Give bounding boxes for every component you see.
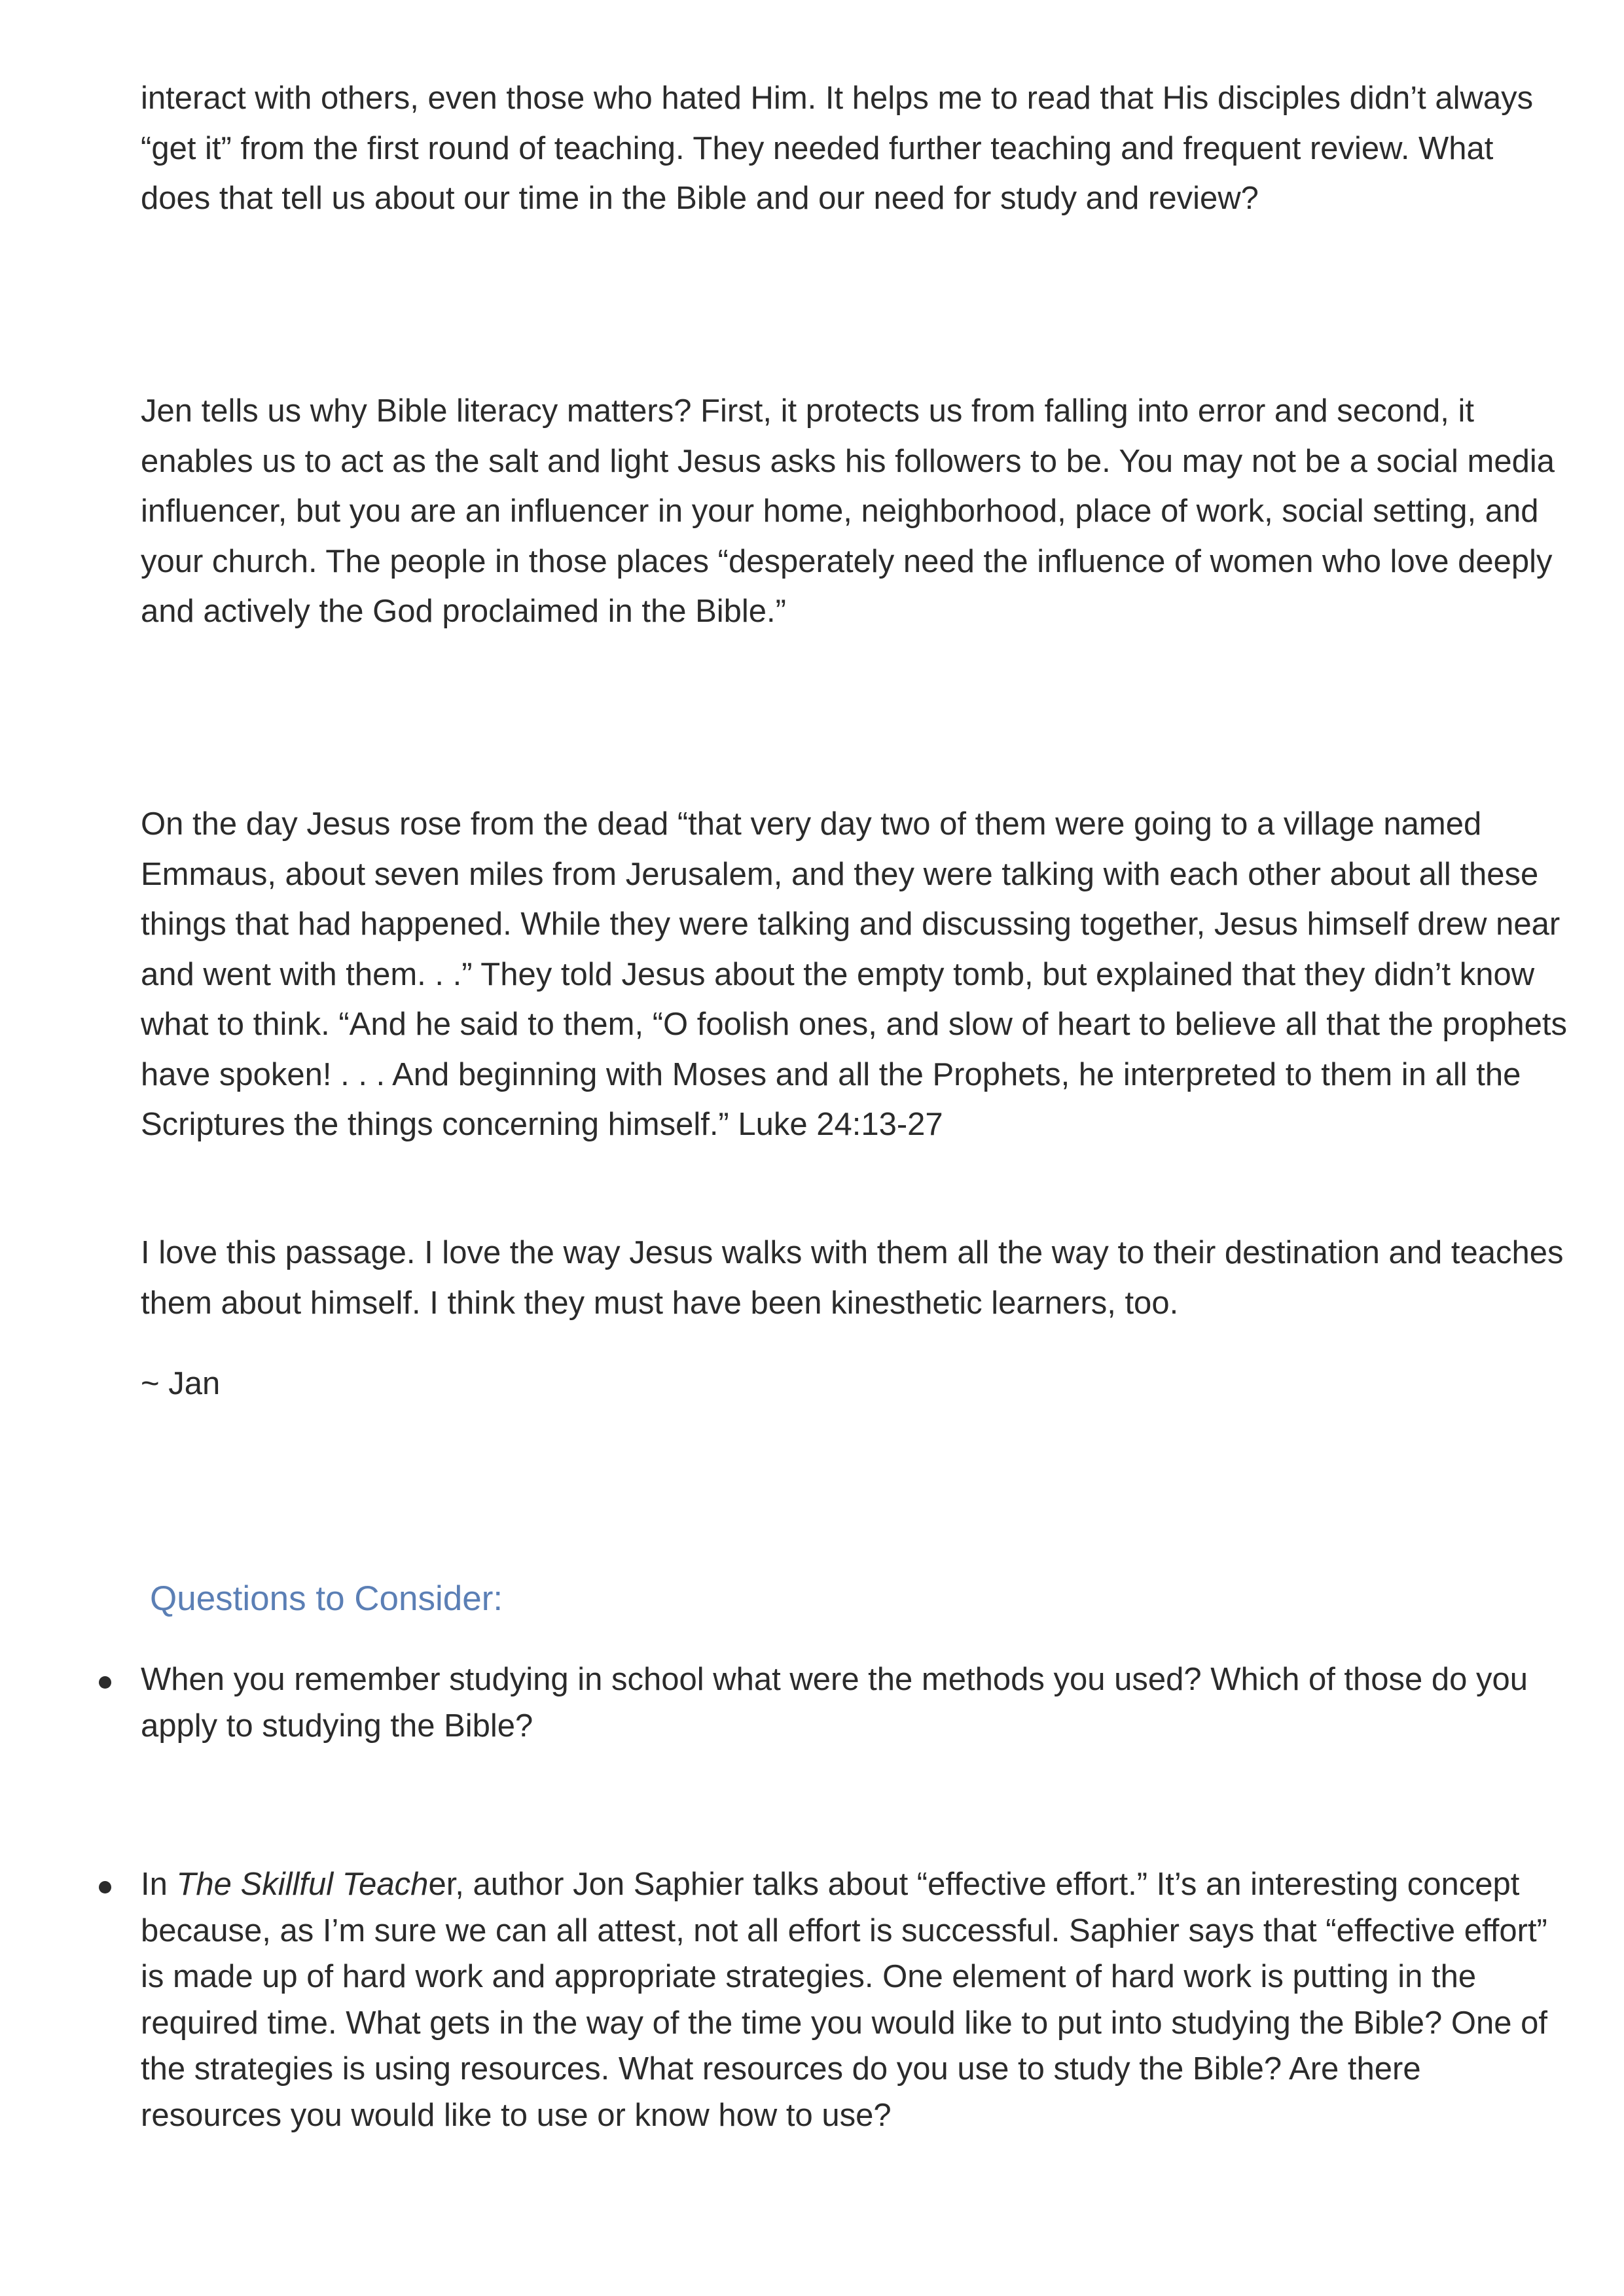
paragraph-love-passage: I love this passage. I love the way Jesus walks with them all the way to their destination and teaches them about himself. I think they must have been kinesthetic learners, too. bbox=[141, 1235, 1564, 1321]
paragraph-review: interact with others, even those who hated Him. It helps me to read that His disciples didn’t always “get it” from the first round of teaching. They needed further teaching and frequent review. What does that tell us about our time in the Bible and our need for study and review? bbox=[141, 81, 1534, 216]
question-item bbox=[141, 1657, 1568, 1749]
paragraph-emmaus: On the day Jesus rose from the dead “that very day two of them were going to a village named Emmaus, about seven miles from Jerusalem, and they were talking with each other about all these things that had happened. While they were talking and discussing together, Jesus himself drew near and went with them. . .” They told Jesus about the empty tomb, but explained that they didn’t know what to think. “And he said to them, “O foolish ones, and slow of heart to believe all that the prophets have spoken! . . . And beginning with Moses and all the Prophets, he interpreted to them in all the Scriptures the things concerning himself.” Luke 24:13-27 bbox=[141, 806, 1568, 1142]
question-text: er, author Jon Saphier talks about “effective effort.” It’s an interesting concept because, as I’m sure we can all attest, not all effort is successful. Saphier says that “effective effort” is made up of hard work and appropriate strategies. One element of hard work is putting in the required time. What gets in the way of the time you would like to put into studying the Bible? One of the strategies is using resources. What resources do you use to study the Bible? Are there resources you would like to use or know how to use? bbox=[141, 1867, 1548, 2133]
book-title: The Skillful Teach bbox=[176, 1867, 429, 1902]
question-item bbox=[141, 1861, 1568, 2138]
signature: ~ Jan bbox=[141, 1366, 221, 1401]
questions-heading: Questions to Consider: bbox=[150, 1579, 503, 1618]
question-prefix: In bbox=[141, 1867, 177, 1902]
paragraph-bible-literacy: Jen tells us why Bible literacy matters? First, it protects us from falling into error and second, it enables us to act as the salt and light Jesus asks his followers to be. You may not be a social media influencer, but you are an influencer in your home, neighborhood, place of work, social setting, and your church. The people in those places “desperately need the influence of women who love deeply and actively the God proclaimed in the Bible.” bbox=[141, 393, 1555, 629]
bullet-icon bbox=[99, 1881, 111, 1893]
question-text: When you remember studying in school what were the methods you used? Which of those do you apply to studying the Bible? bbox=[141, 1662, 1528, 1744]
bullet-icon bbox=[99, 1676, 111, 1689]
